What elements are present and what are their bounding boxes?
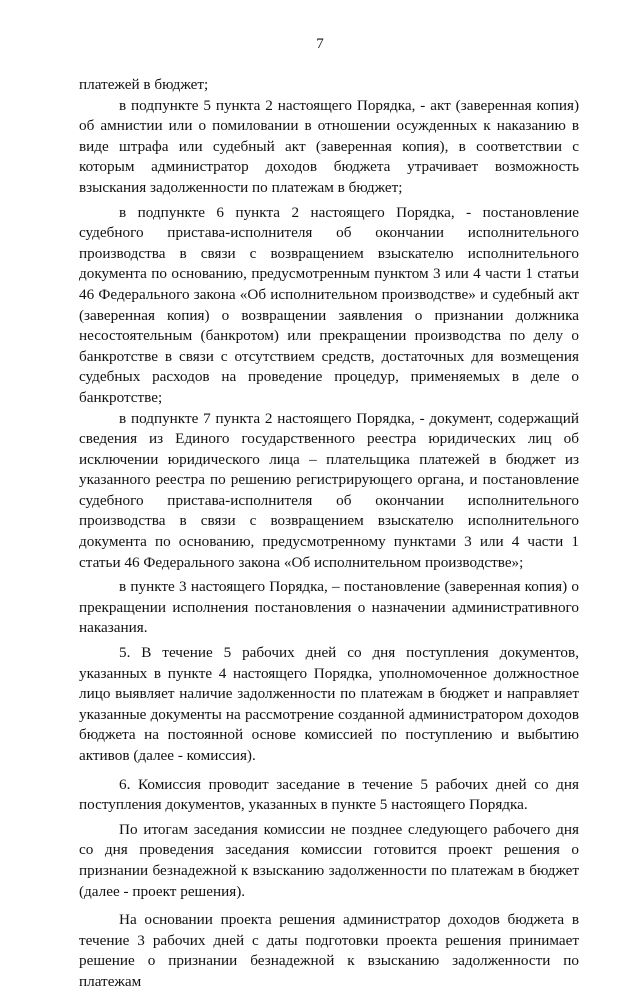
- paragraph-2: в подпункте 5 пункта 2 настоящего Порядка, - акт (заверенная копия) об амнистии или о помиловании в отношении осужденных к наказанию в виде штрафа или судебный акт (заверенная копия), в соответствии с которым администратор доходов бюджета утрачивает возможность взыскания задолженности по платежам в бюджет;: [79, 96, 579, 196]
- paragraph-7: 6. Комиссия проводит заседание в течение 5 рабочих дней со дня поступления документов, указанных в пункте 5 настоящего Порядка.: [79, 775, 579, 814]
- paragraph-3: в подпункте 6 пункта 2 настоящего Порядка, - постановление судебного пристава-исполнителя об окончании исполнительного производства в связи с возвращением взыскателю исполнительного документа по основанию, предусмотренным пунктом 3 или 4 части 1 статьи 46 Федерального закона «Об исполнительном производстве» и судебный акт (заверенная копия) о возвращении заявления о признании должника несостоятельным (банкротом) или прекращении производства по делу о банкротстве в связи с отсутствием средств, достаточных для возмещения судебных расходов на проведение процедур, применяемых в деле о банкротстве;: [79, 203, 579, 406]
- page-number: 7: [316, 36, 324, 52]
- paragraph-9: На основании проекта решения администратор доходов бюджета в течение 3 рабочих дней с даты подготовки проекта решения принимает решение о признании безнадежной к взысканию задолженности по платежам: [79, 911, 579, 990]
- paragraph-6: 5. В течение 5 рабочих дней со дня поступления документов, указанных в пункте 4 настоящего Порядка, уполномоченное должностное лицо выявляет наличие задолженности по платежам в бюджет и направляет указанные документы на рассмотрение созданной администратором доходов бюджета на постоянной основе комиссией по поступлению и выбытию активов (далее - комиссия).: [79, 644, 579, 764]
- paragraph-5: в пункте 3 настоящего Порядка, – постановление (заверенная копия) о прекращении исполнения постановления о назначении административного наказания.: [79, 578, 579, 637]
- document-body: [79, 75, 579, 993]
- paragraph-1: платежей в бюджет;: [79, 76, 209, 93]
- paragraph-8: По итогам заседания комиссии не позднее следующего рабочего дня со дня проведения заседания комиссии готовится проект решения о признании безнадежной к взысканию задолженности по платежам в бюджет (далее - проект решения).: [79, 820, 579, 900]
- paragraph-4: в подпункте 7 пункта 2 настоящего Порядка, - документ, содержащий сведения из Единого государственного реестра юридических лиц об исключении юридического лица – плательщика платежей в бюджет из указанного реестра по решению регистрирующего органа, и постановление судебного пристава-исполнителя об окончании исполнительного производства в связи с возвращением взыскателю исполнительного документа по основанию, предусмотренному пунктами 3 или 4 части 1 статьи 46 Федерального закона «Об исполнительном производстве»;: [79, 409, 579, 571]
